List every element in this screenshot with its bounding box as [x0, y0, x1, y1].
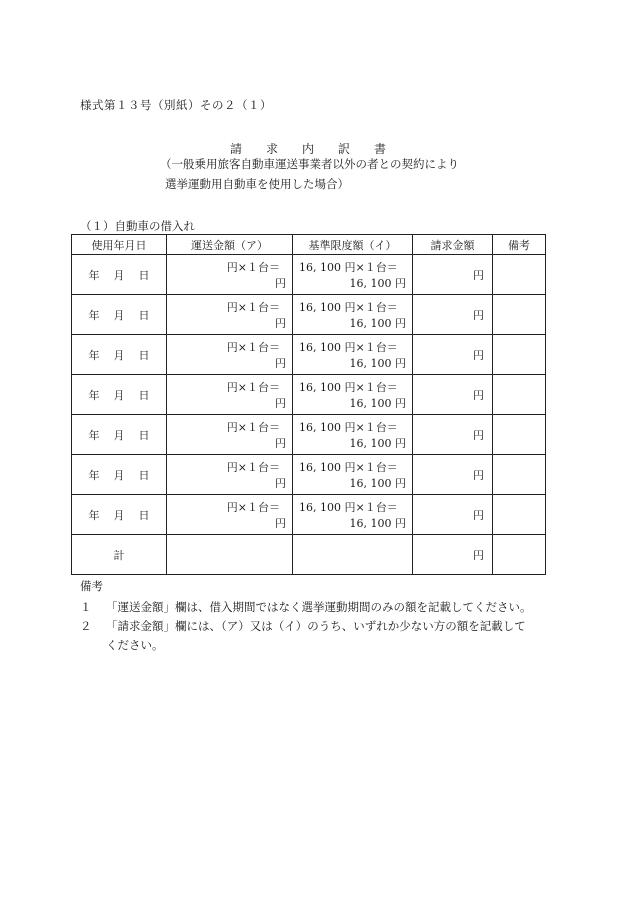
- fare-unit: 円: [275, 397, 286, 410]
- day-label: 日: [138, 348, 150, 362]
- limit-amount: 16, 100 円: [349, 317, 406, 330]
- day-label: 日: [138, 388, 150, 402]
- table-row: [72, 415, 546, 455]
- date-cell[interactable]: [72, 375, 167, 415]
- limit-amount: 16, 100 円: [349, 437, 406, 450]
- fare-formula: 円×１台＝: [226, 341, 280, 354]
- fare-cell[interactable]: [167, 495, 293, 535]
- fare-cell[interactable]: [167, 335, 293, 375]
- claim-cell[interactable]: 円: [413, 375, 493, 415]
- limit-formula: 16, 100 円×１台＝: [299, 501, 398, 514]
- table-row: [72, 255, 546, 295]
- remark-note: [80, 599, 532, 615]
- note-cell[interactable]: [493, 415, 546, 455]
- fare-cell[interactable]: [167, 375, 293, 415]
- limit-cell: [293, 415, 413, 455]
- day-label: 日: [138, 428, 150, 442]
- limit-cell: [293, 375, 413, 415]
- month-label: 月: [113, 268, 125, 282]
- title-char: 内: [302, 142, 315, 156]
- fare-formula: 円×１台＝: [226, 261, 280, 274]
- table-row: [72, 495, 546, 535]
- fare-formula: 円×１台＝: [226, 301, 280, 314]
- title-char: 訳: [338, 142, 351, 156]
- year-label: 年: [88, 388, 100, 402]
- note-cell[interactable]: [493, 295, 546, 335]
- date-cell[interactable]: [72, 255, 167, 295]
- remarks-heading: 備考: [80, 579, 103, 593]
- limit-amount: 16, 100 円: [349, 277, 406, 290]
- day-label: 日: [138, 468, 150, 482]
- date-cell[interactable]: [72, 415, 167, 455]
- fare-formula: 円×１台＝: [226, 501, 280, 514]
- day-label: 日: [138, 308, 150, 322]
- month-label: 月: [113, 508, 125, 522]
- fare-unit: 円: [275, 357, 286, 370]
- year-label: 年: [88, 308, 100, 322]
- note-text: 「請求金額」欄には、（ア）又は（イ）のうち、いずれか少ない方の額を記載して: [106, 619, 526, 633]
- total-label: 計: [72, 535, 167, 575]
- header-claim: 請求金額: [413, 235, 493, 255]
- fare-cell[interactable]: [167, 255, 293, 295]
- table-row: [72, 335, 546, 375]
- total-fare-cell: [167, 535, 293, 575]
- fare-cell[interactable]: [167, 295, 293, 335]
- subtitle-line-1: （一般乗用旅客自動車運送事業者以外の者との契約により: [160, 157, 459, 171]
- limit-amount: 16, 100 円: [349, 357, 406, 370]
- day-label: 日: [138, 268, 150, 282]
- date-cell[interactable]: [72, 295, 167, 335]
- total-limit-cell: [293, 535, 413, 575]
- claim-cell[interactable]: 円: [413, 415, 493, 455]
- section-heading: （１）自動車の借入れ: [80, 219, 195, 233]
- fare-cell[interactable]: [167, 415, 293, 455]
- limit-cell: [293, 295, 413, 335]
- claim-cell[interactable]: 円: [413, 455, 493, 495]
- fare-formula: 円×１台＝: [226, 421, 280, 434]
- fare-unit: 円: [275, 317, 286, 330]
- year-label: 年: [88, 468, 100, 482]
- note-text-continued: ください。: [106, 638, 164, 652]
- breakdown-table: [71, 234, 546, 575]
- fare-unit: 円: [275, 517, 286, 530]
- table-header-row: [72, 235, 546, 255]
- fare-unit: 円: [275, 277, 286, 290]
- limit-formula: 16, 100 円×１台＝: [299, 461, 398, 474]
- table-row: [72, 295, 546, 335]
- date-cell[interactable]: [72, 455, 167, 495]
- month-label: 月: [113, 428, 125, 442]
- form-number: 様式第１３号（別紙）その２（１）: [80, 98, 272, 112]
- total-row: [72, 535, 546, 575]
- note-number: ２: [80, 619, 92, 633]
- limit-formula: 16, 100 円×１台＝: [299, 341, 398, 354]
- limit-formula: 16, 100 円×１台＝: [299, 301, 398, 314]
- title-char: 請: [230, 142, 243, 156]
- claim-cell[interactable]: 円: [413, 295, 493, 335]
- limit-formula: 16, 100 円×１台＝: [299, 261, 398, 274]
- note-cell[interactable]: [493, 255, 546, 295]
- note-text: 「運送金額」欄は、借入期間ではなく選挙運動期間のみの額を記載してください。: [106, 600, 532, 614]
- year-label: 年: [88, 268, 100, 282]
- fare-unit: 円: [275, 477, 286, 490]
- date-cell[interactable]: [72, 335, 167, 375]
- limit-amount: 16, 100 円: [349, 397, 406, 410]
- remark-note: [80, 618, 560, 653]
- table-row: [72, 375, 546, 415]
- month-label: 月: [113, 308, 125, 322]
- note-cell[interactable]: [493, 375, 546, 415]
- year-label: 年: [88, 428, 100, 442]
- date-cell[interactable]: [72, 495, 167, 535]
- document-title: [230, 140, 410, 157]
- total-note-cell: [493, 535, 546, 575]
- limit-amount: 16, 100 円: [349, 517, 406, 530]
- day-label: 日: [138, 508, 150, 522]
- title-char: 書: [374, 142, 387, 156]
- month-label: 月: [113, 348, 125, 362]
- limit-cell: [293, 495, 413, 535]
- claim-cell[interactable]: 円: [413, 255, 493, 295]
- note-cell[interactable]: [493, 495, 546, 535]
- limit-formula: 16, 100 円×１台＝: [299, 421, 398, 434]
- note-cell[interactable]: [493, 335, 546, 375]
- fare-formula: 円×１台＝: [226, 461, 280, 474]
- year-label: 年: [88, 348, 100, 362]
- limit-formula: 16, 100 円×１台＝: [299, 381, 398, 394]
- claim-cell[interactable]: 円: [413, 335, 493, 375]
- limit-amount: 16, 100 円: [349, 477, 406, 490]
- total-claim-cell[interactable]: 円: [413, 535, 493, 575]
- title-char: 求: [266, 142, 279, 156]
- month-label: 月: [113, 388, 125, 402]
- fare-unit: 円: [275, 437, 286, 450]
- limit-cell: [293, 255, 413, 295]
- fare-formula: 円×１台＝: [226, 381, 280, 394]
- header-note: 備考: [493, 235, 546, 255]
- month-label: 月: [113, 468, 125, 482]
- limit-cell: [293, 455, 413, 495]
- table-row: [72, 455, 546, 495]
- note-cell[interactable]: [493, 455, 546, 495]
- year-label: 年: [88, 508, 100, 522]
- fare-cell[interactable]: [167, 455, 293, 495]
- header-fare: 運送金額（ア）: [167, 235, 293, 255]
- header-date: 使用年月日: [72, 235, 167, 255]
- claim-cell[interactable]: 円: [413, 495, 493, 535]
- note-number: １: [80, 600, 92, 614]
- header-limit: 基準限度額（イ）: [293, 235, 413, 255]
- subtitle-line-2: 選挙運動用自動車を使用した場合）: [165, 177, 349, 191]
- limit-cell: [293, 335, 413, 375]
